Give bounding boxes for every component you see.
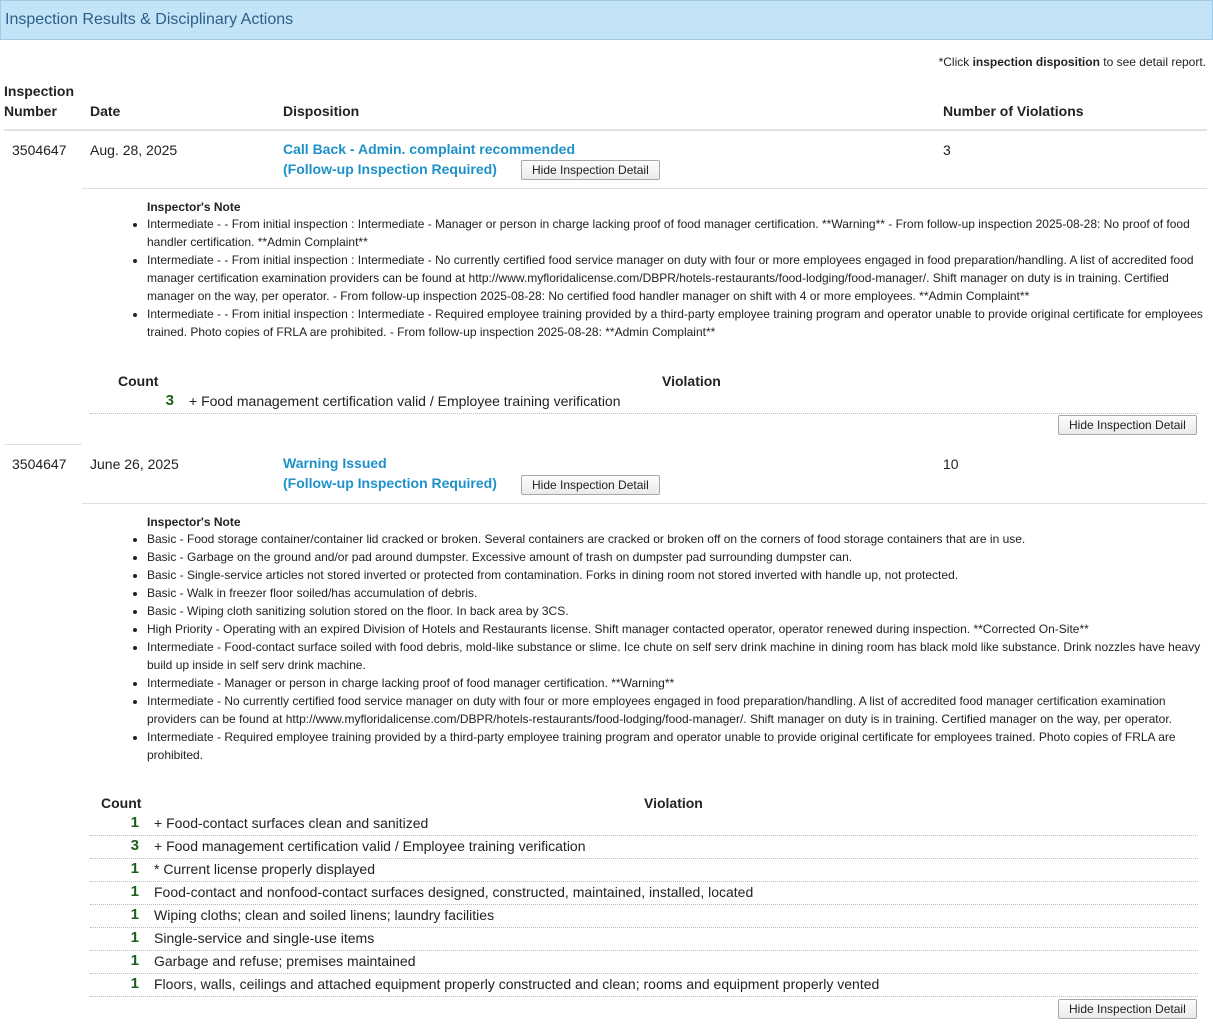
inspection-number: 3504647 [12, 456, 67, 472]
hide-inspection-detail-button[interactable]: Hide Inspection Detail [521, 475, 660, 495]
violation-row [90, 927, 1198, 951]
inspector-note-item: • Basic - Food storage container/container lid cracked or broken. Several containers are cracked or broken off on the corners of food storage containers that are in use. [147, 530, 1213, 548]
violation-row [90, 904, 1198, 928]
row-divider [4, 444, 82, 445]
violation-row [90, 390, 1198, 414]
violation-row [90, 973, 1198, 997]
inspection-date: June 26, 2025 [90, 456, 179, 472]
violation-count: 1 [130, 883, 139, 900]
violation-header: Violation [662, 373, 721, 389]
followup-label: (Follow-up Inspection Required) [283, 475, 497, 491]
inspector-note-item: • Basic - Wiping cloth sanitizing solution stored on the floor. In back area by 3CS. [147, 602, 1213, 620]
violation-row [90, 881, 1198, 905]
violation-row [90, 950, 1198, 974]
hide-inspection-detail-button[interactable]: Hide Inspection Detail [521, 160, 660, 180]
count-header: Count [101, 795, 142, 811]
click-instruction: *Click inspection disposition to see detail report. [938, 55, 1206, 69]
violation-count: 3 [165, 392, 174, 409]
inspector-note-item: • Intermediate - Food-contact surface soiled with food debris, mold-like substance or slime. Ice chute on self serv drink machine in dining room has black mold like substance. Drink nozzles have heavy build up inside in self serv drink machine. [147, 638, 1213, 674]
inspector-note-title: Inspector's Note [147, 200, 241, 214]
violation-count: 1 [130, 929, 139, 946]
inspector-note-item: • Intermediate - Required employee training provided by a third-party employee training program and operator unable to provide original certificate for employees trained. Photo copies of FRLA are prohibited. [147, 728, 1213, 764]
disposition-link[interactable]: Call Back - Admin. complaint recommended [283, 141, 575, 157]
violation-count: 3 [130, 837, 139, 854]
violation-text: Food-contact and nonfood-contact surfaces designed, constructed, maintained, installed, located [154, 884, 754, 900]
header-disposition: Disposition [283, 103, 360, 119]
inspector-note-item: • High Priority - Operating with an expired Division of Hotels and Restaurants license. Shift manager contacted operator, operator renewed during inspection. **Corrected On-Site** [147, 620, 1213, 638]
hide-inspection-detail-button[interactable]: Hide Inspection Detail [1058, 999, 1197, 1019]
panel-title: Inspection Results & Disciplinary Actions [5, 11, 294, 28]
violation-text: + Food-contact surfaces clean and sanitized [154, 815, 429, 831]
inspector-note-item: • Intermediate - - From initial inspection : Intermediate - No currently certified food service manager on duty with four or more employees engaged in food preparation/handling. A list of accredited food manager certification examination providers can be found at http://www.myfloridalicense.com/DBPR/hotels-restaurants/food-lodging/food-manager/. Shift manager on duty is in training. Certified manager on the way, per operator. - From follow-up inspection 2025-08-28: No certified food handler manager on shift with 4 or more employees. **Admin Complaint** [147, 251, 1213, 305]
violation-count: 1 [130, 814, 139, 831]
header-inspection-number: Inspection Number [4, 83, 75, 119]
violation-row [90, 835, 1198, 859]
inspector-note-item: • Intermediate - - From initial inspection : Intermediate - Required employee training provided by a third-party employee training program and operator unable to provide original certificate for employees trained. Photo copies of FRLA are prohibited. - From follow-up inspection 2025-08-28: **Admin Complaint** [147, 305, 1213, 341]
inspector-note-item: • Basic - Walk in freezer floor soiled/has accumulation of debris. [147, 584, 1213, 602]
violation-text: * Current license properly displayed [154, 861, 375, 877]
followup-label: (Follow-up Inspection Required) [283, 161, 497, 177]
inspector-note-item: • Basic - Single-service articles not stored inverted or protected from contamination. Forks in dining room not stored inverted with handle up, not protected. [147, 566, 1213, 584]
violation-count: 1 [130, 975, 139, 992]
violation-header: Violation [644, 795, 703, 811]
violation-text: Floors, walls, ceilings and attached equipment properly constructed and clean; rooms and equipment properly vented [154, 976, 880, 992]
violation-count: 1 [130, 906, 139, 923]
hide-inspection-detail-button[interactable]: Hide Inspection Detail [1058, 415, 1197, 435]
violation-count: 1 [130, 952, 139, 969]
inspector-note-item: • Intermediate - Manager or person in charge lacking proof of food manager certification. **Warning** [147, 674, 1213, 692]
violation-text: + Food management certification valid / Employee training verification [154, 838, 586, 854]
header-violations: Number of Violations [943, 103, 1084, 119]
violation-text: + Food management certification valid / Employee training verification [189, 393, 621, 409]
violation-row [90, 812, 1198, 836]
inspector-note-item: • Basic - Garbage on the ground and/or pad around dumpster. Excessive amount of trash on dumpster pad surrounding dumpster can. [147, 548, 1213, 566]
inspection-number: 3504647 [12, 142, 67, 158]
inspector-notes-list [129, 215, 1213, 341]
row-divider [82, 503, 1207, 504]
inspector-note-title: Inspector's Note [147, 515, 241, 529]
row-divider [82, 188, 1207, 189]
panel-header [0, 0, 1213, 40]
inspector-note-item: • Intermediate - No currently certified food service manager on duty with four or more employees engaged in food preparation/handling. A list of accredited food manager certification examination providers can be found at http://www.myfloridalicense.com/DBPR/hotels-restaurants/food-lodging/food-manager/. Shift manager on duty is in training. Certified manager on the way, per operator. [147, 692, 1213, 728]
count-header: Count [118, 373, 159, 389]
violation-text: Garbage and refuse; premises maintained [154, 953, 416, 969]
header-date: Date [90, 103, 121, 119]
violation-row [90, 858, 1198, 882]
disposition-link[interactable]: Warning Issued [283, 455, 387, 471]
violation-text: Single-service and single-use items [154, 930, 375, 946]
violations-count: 10 [943, 456, 959, 472]
violations-count: 3 [943, 142, 951, 158]
inspector-notes-list [129, 530, 1213, 764]
header-divider [4, 129, 1207, 131]
violation-text: Wiping cloths; clean and soiled linens; laundry facilities [154, 907, 495, 923]
inspection-date: Aug. 28, 2025 [90, 142, 178, 158]
inspector-note-item: • Intermediate - - From initial inspection : Intermediate - Manager or person in charge lacking proof of food manager certification. **Warning** - From follow-up inspection 2025-08-28: No proof of food handler certification. **Admin Complaint** [147, 215, 1213, 251]
violation-count: 1 [130, 860, 139, 877]
